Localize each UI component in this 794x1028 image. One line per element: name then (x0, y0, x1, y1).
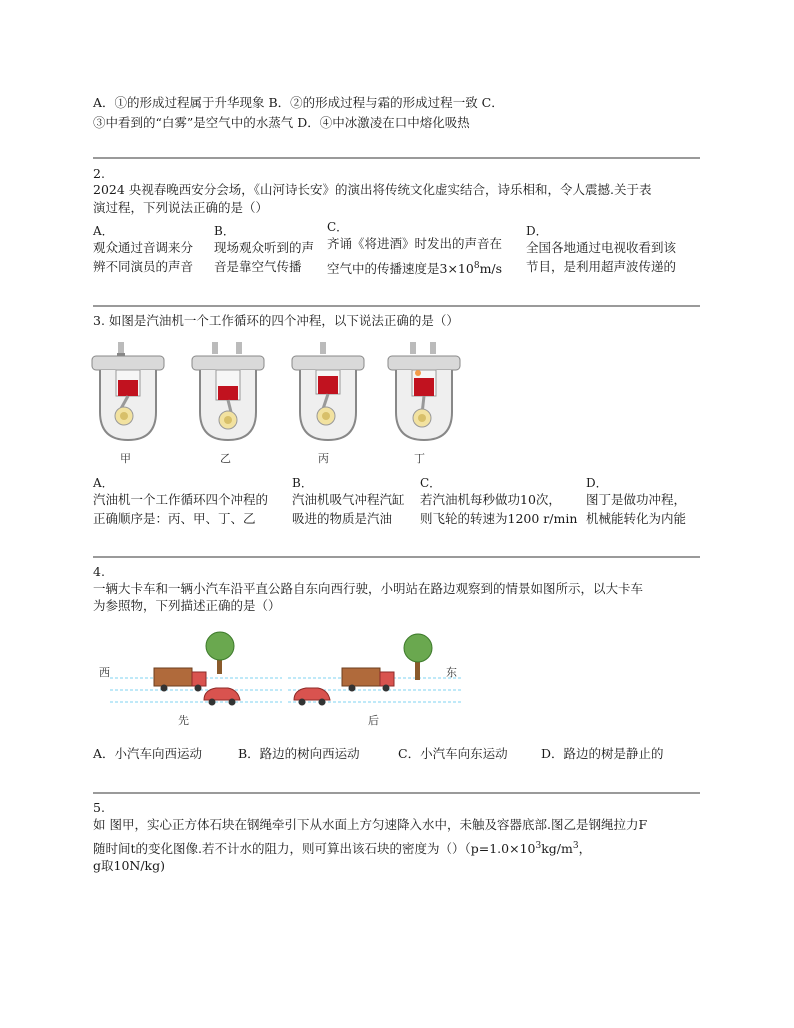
divider (93, 556, 700, 558)
q3-option-a-line-2: 正确顺序是：丙、甲、丁、乙 (93, 511, 256, 526)
q5-number: 5. (93, 800, 105, 815)
q3-option-c[interactable] (420, 476, 577, 528)
q2-option-a-label: A． (93, 224, 114, 238)
q3-option-d-line-1: 图丁是做功冲程， (586, 492, 687, 507)
direction-label-east: 东 (446, 666, 457, 679)
q2-option-b-label: B． (214, 224, 235, 238)
figure-label-ding: 丁 (414, 452, 425, 465)
figure-label-yi: 乙 (220, 452, 231, 465)
q3-option-b-line-1: 汽油机吸气冲程汽缸 (292, 492, 405, 507)
q2-option-d-label: D． (526, 224, 548, 238)
q3-option-c-line-2: 则飞轮的转速为1200 r/min (420, 511, 578, 526)
engine-stroke-figure-ding (388, 342, 460, 446)
q2-option-a-line-2: 辨不同演员的声音 (93, 259, 194, 274)
q5-density-unit: kg/m (541, 841, 573, 857)
q5-stem-line-3: g取10N/kg) (93, 858, 166, 873)
q4-option-d[interactable]: D．路边的树是静止的 (541, 746, 664, 761)
q4-number: 4. (93, 564, 105, 579)
q4-stem-line-1: 一辆大卡车和一辆小汽车沿平直公路自东向西行驶，小明站在路边观察到的情景如图所示，以大卡车 (93, 581, 644, 596)
q1-options-line-1: A．①的形成过程属于升华现象 B．②的形成过程与霜的形成过程一致 C． (93, 95, 504, 110)
q4-option-c[interactable]: C．小汽车向东运动 (398, 746, 508, 761)
q1-options-line-2: ③中看到的“白雾”是空气中的水蒸气 D．④中冰激凌在口中熔化吸热 (93, 115, 470, 130)
q5-stem-line-2 (93, 838, 591, 857)
q2-stem-line-1: 2024 央视春晚西安分会场，《山河诗长安》的演出将传统文化虚实结合，诗乐相和，令人震撼.关于表 (93, 182, 652, 197)
figure-label-jia: 甲 (120, 452, 131, 465)
q3-option-b-label: B． (292, 476, 313, 490)
q3-option-d[interactable] (586, 476, 686, 528)
q2-option-b-line-2: 音是靠空气传播 (214, 259, 302, 274)
q2-option-c-unit: m/s (479, 261, 503, 277)
engine-stroke-figure-bing (292, 342, 364, 446)
road-scene-figure (92, 628, 472, 720)
q2-option-a-line-1: 观众通过音调来分 (93, 240, 194, 255)
q5-stem-line-2-end: ， (578, 841, 592, 857)
divider (93, 792, 700, 794)
scene-label-after: 后 (368, 714, 379, 727)
scene-label-before: 先 (178, 714, 189, 727)
q2-number: 2. (93, 166, 105, 181)
q3-option-c-label: C． (420, 476, 442, 490)
q2-stem-line-2: 演过程，下列说法正确的是（） (93, 200, 269, 215)
q2-option-d-line-2: 节目，是利用超声波传递的 (526, 259, 677, 274)
q5-density-exponent: 3 (535, 841, 542, 851)
q2-option-d[interactable] (526, 224, 676, 276)
q5-stem-line-1: 如 图甲，实心正方体石块在钢绳牵引下从水面上方匀速降入水中，未触及容器底部.图乙是钢绳拉力F (93, 817, 648, 832)
divider (93, 157, 700, 159)
direction-label-west: 西 (99, 666, 110, 679)
q2-option-b-line-1: 现场观众听到的声 (214, 240, 315, 255)
q4-option-b[interactable]: B．路边的树向西运动 (238, 746, 360, 761)
q5-stem-line-2-text: 随时间t的变化图像.若不计水的阻力，则可算出该石块的密度为（）（p=1.0×10 (93, 841, 536, 857)
q2-option-c-line-1: 齐诵《将进酒》时发出的声音在 (327, 236, 503, 251)
q3-option-d-line-2: 机械能转化为内能 (586, 511, 687, 526)
q2-option-b[interactable] (214, 224, 314, 276)
q3-option-d-label: D． (586, 476, 608, 490)
engine-stroke-figure-yi (192, 342, 264, 446)
q4-option-a[interactable]: A．小汽车向西运动 (93, 746, 203, 761)
q2-option-c-exponent: 8 (473, 261, 480, 271)
divider (93, 305, 700, 307)
engine-stroke-figure-jia (92, 342, 164, 446)
q3-option-b-line-2: 吸进的物质是汽油 (292, 511, 393, 526)
q2-option-c-label: C． (327, 220, 349, 234)
q3-stem: 3. 如图是汽油机一个工作循环的四个冲程，以下说法正确的是（） (93, 313, 459, 328)
q2-option-a[interactable] (93, 224, 193, 276)
q2-option-c[interactable] (327, 220, 502, 278)
q2-option-d-line-1: 全国各地通过电视收看到该 (526, 240, 677, 255)
q3-option-c-line-1: 若汽油机每秒做功10次， (420, 492, 561, 507)
q3-option-a-line-1: 汽油机一个工作循环四个冲程的 (93, 492, 269, 507)
figure-label-bing: 丙 (318, 452, 329, 465)
q4-stem-line-2: 为参照物，下列描述正确的是（） (93, 598, 281, 613)
q5-unit-exponent: 3 (572, 841, 579, 851)
q3-option-a[interactable] (93, 476, 268, 528)
q3-option-a-label: A． (93, 476, 114, 490)
q2-option-c-line-2: 空气中的传播速度是3×10 (327, 261, 474, 277)
q3-option-b[interactable] (292, 476, 405, 528)
